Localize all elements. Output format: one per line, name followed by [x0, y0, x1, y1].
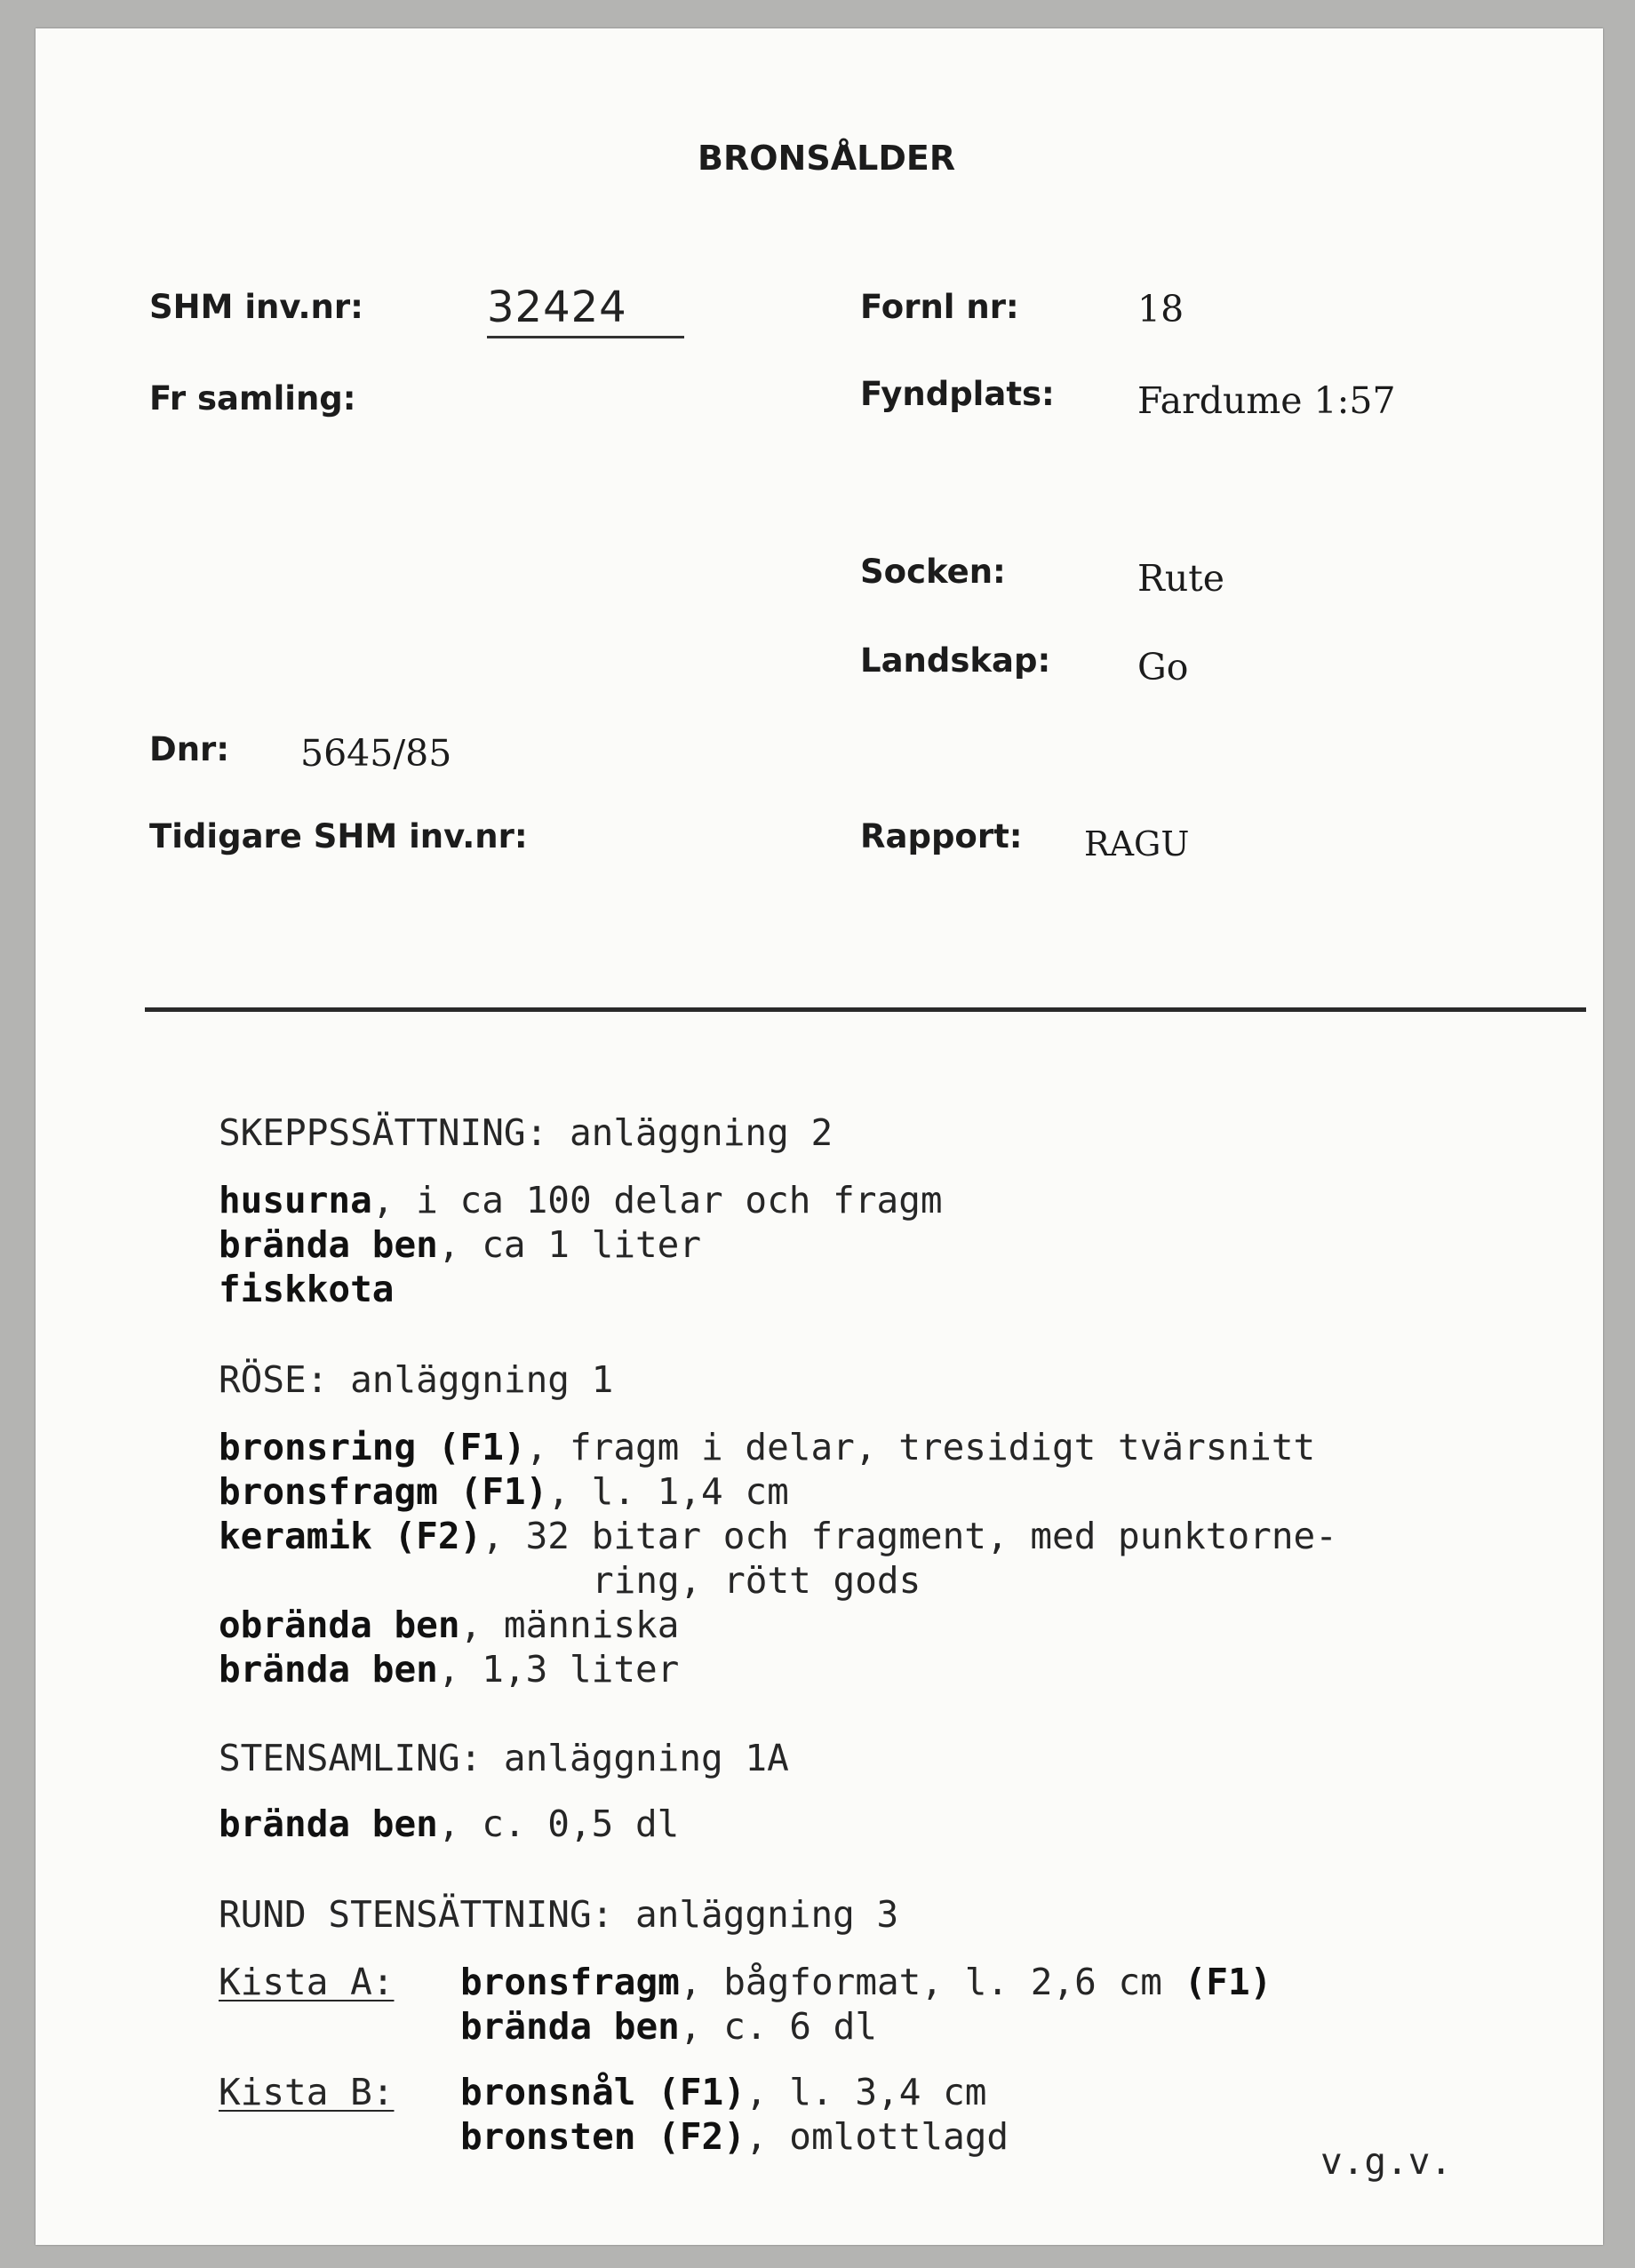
rund-stensattning-heading: RUND STENSÄTTNING: anläggning 3	[219, 1893, 899, 1936]
socken-label: Socken:	[860, 553, 1006, 591]
footer-vgv-note: v.g.v.	[1320, 2140, 1453, 2183]
kista-b-line-1: bronsnål (F1), l. 3,4 cm	[460, 2071, 987, 2113]
landskap-value: Go	[1137, 646, 1189, 688]
stensamling-heading: STENSAMLING: anläggning 1A	[219, 1737, 789, 1779]
s1-line-3: fiskkota	[219, 1268, 395, 1310]
kista-a-line-1: bronsfragm, bågformat, l. 2,6 cm (F1)	[460, 1961, 1272, 2003]
rapport-value: RAGU	[1084, 824, 1190, 863]
s2-line-1: bronsring (F1), fragm i delar, tresidigt tvärsnitt	[219, 1426, 1316, 1468]
fyndplats-value: Fardume 1:57	[1137, 379, 1396, 422]
shm-inv-value: 32424	[487, 283, 627, 332]
shm-inv-underline	[487, 336, 684, 338]
s2-line-4: ring, rött gods	[592, 1559, 921, 1602]
fornl-label: Fornl nr:	[860, 288, 1019, 326]
fr-samling-label: Fr samling:	[149, 379, 356, 418]
socken-value: Rute	[1137, 557, 1225, 600]
s3-line-1: brända ben, c. 0,5 dl	[219, 1802, 680, 1845]
fyndplats-label: Fyndplats:	[860, 375, 1055, 413]
landskap-label: Landskap:	[860, 641, 1051, 680]
kista-a-label: Kista A:	[219, 1961, 395, 2003]
kista-b-line-2: bronsten (F2), omlottlagd	[460, 2115, 1009, 2158]
rose-heading: RÖSE: anläggning 1	[219, 1358, 614, 1401]
s1-line-1: husurna, i ca 100 delar och fragm	[219, 1179, 943, 1222]
fornl-value: 18	[1137, 288, 1184, 330]
card-title: BRONSÅLDER	[698, 139, 956, 178]
kista-b-label: Kista B:	[219, 2071, 395, 2113]
rapport-label: Rapport:	[860, 817, 1023, 855]
dnr-value: 5645/85	[300, 732, 452, 775]
s2-line-3: keramik (F2), 32 bitar och fragment, med punktorne-	[219, 1515, 1337, 1557]
kista-a-line-2: brända ben, c. 6 dl	[460, 2005, 878, 2048]
s2-line-6: brända ben, 1,3 liter	[219, 1648, 680, 1691]
s2-line-2: bronsfragm (F1), l. 1,4 cm	[219, 1470, 789, 1513]
shm-inv-label: SHM inv.nr:	[149, 288, 363, 326]
tidigare-inv-label: Tidigare SHM inv.nr:	[149, 817, 528, 855]
skeppssattning-heading: SKEPPSSÄTTNING: anläggning 2	[219, 1111, 833, 1154]
s1-line-2: brända ben, ca 1 liter	[219, 1223, 702, 1266]
s2-line-5: obrända ben, människa	[219, 1604, 680, 1646]
catalog-card	[36, 28, 1603, 2245]
dnr-label: Dnr:	[149, 730, 230, 768]
divider-line	[145, 1007, 1586, 1012]
